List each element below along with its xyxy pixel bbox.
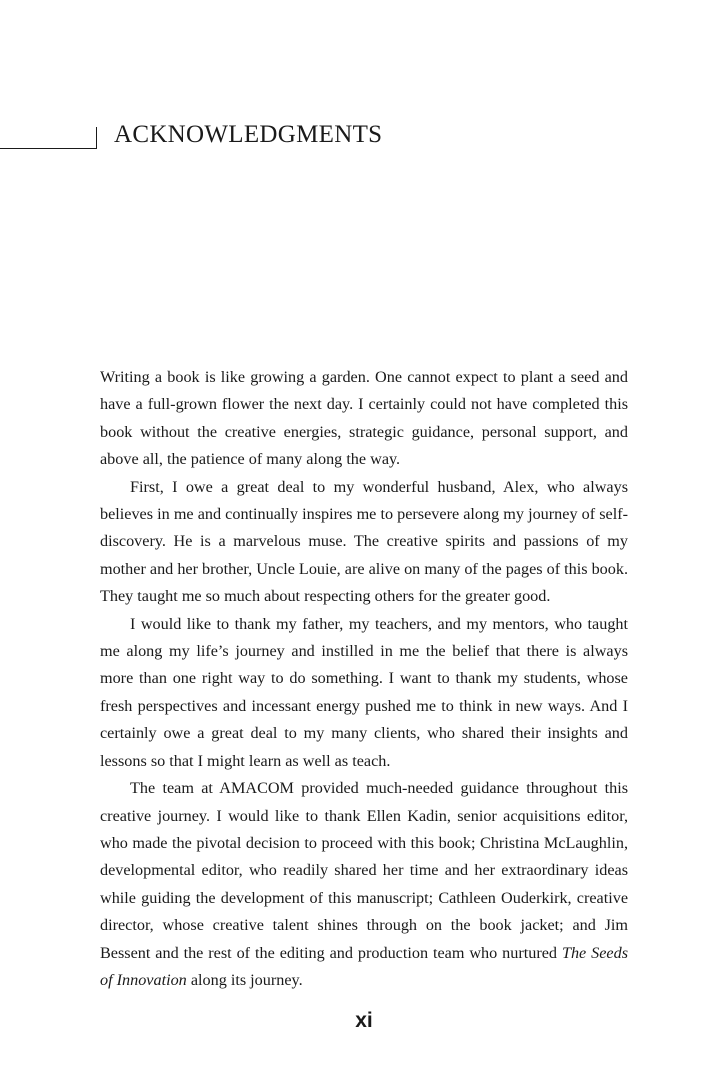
book-title: The Seeds of Innovation: [100, 943, 629, 989]
paragraph-1: Writing a book is like growing a garden. One cannot expect to plant a seed and have a full-grown flower the next day. I certainly could not have completed this book without the creative energies, strategic guidance, personal support, and above all, the patience of many along the way.: [100, 368, 628, 469]
page-number: xi: [355, 1009, 373, 1032]
heading-rule: [0, 148, 96, 149]
paragraph-4-tail: along its journey.: [186, 970, 303, 989]
chapter-title: ACKNOWLEDGMENTS: [114, 121, 383, 148]
heading-tick: [96, 127, 97, 149]
paragraph-3: I would like to thank my father, my teachers, and my mentors, who taught me along my life’s journey and instilled in me the belief that there is always more than one right way to do something. I want to thank my students, whose fresh perspectives and incessant energy pushed me to think in new ways. And I certainly owe a great deal to my many clients, who shared their insights and lessons so that I might learn as well as teach.: [100, 614, 628, 770]
paragraph-2: First, I owe a great deal to my wonderful husband, Alex, who always believes in me and continually inspires me to persevere along my journey of self-discovery. He is a marvelous muse. The creative spirits and passions of my mother and her brother, Uncle Louie, are alive on many of the pages of this book. They taught me so much about respecting others for the greater good.: [100, 477, 628, 606]
paragraph-4: [100, 775, 628, 994]
paragraph-4-text: The team at AMACOM provided much-needed guidance throughout this creative journey. I would like to thank Ellen Kadin, senior acquisitions editor, who made the pivotal decision to proceed with this book; Christina McLaughlin, developmental editor, who readily shared her time and her extraordinary ideas while guiding the development of this manuscript; Cathleen Ouderkirk, creative director, whose creative talent shines through on the book jacket; and Jim Bessent and the rest of the editing and production team who nurtured: [100, 779, 628, 962]
body-text: [100, 364, 628, 994]
